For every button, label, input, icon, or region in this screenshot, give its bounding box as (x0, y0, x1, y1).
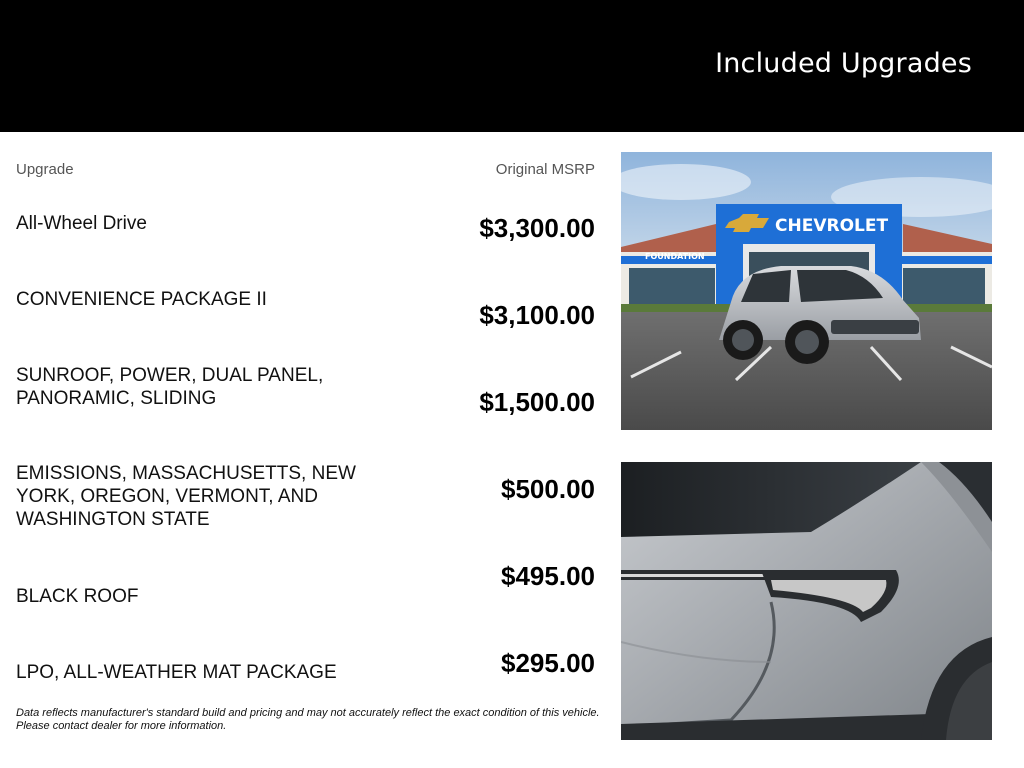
page-header (0, 0, 1024, 132)
dealer-sign: FOUNDATION (645, 252, 705, 261)
upgrade-price: $295.00 (501, 648, 595, 678)
upgrade-name: BLACK ROOF (16, 586, 139, 607)
upgrade-price: $500.00 (501, 474, 595, 504)
upgrade-price: $3,100.00 (479, 300, 595, 330)
upgrade-name: All-Wheel Drive (16, 213, 147, 234)
msrp-column-header: Original MSRP (495, 161, 595, 178)
upgrade-name: LPO, ALL-WEATHER MAT PACKAGE (16, 662, 337, 683)
dealership-photo (621, 152, 992, 430)
upgrade-name: CONVENIENCE PACKAGE II (16, 289, 267, 310)
upgrade-price: $3,300.00 (479, 213, 595, 243)
upgrade-name: EMISSIONS, MASSACHUSETTS, NEW YORK, OREGON, VERMONT, AND WASHINGTON STATE (16, 463, 356, 530)
upgrade-price: $495.00 (501, 561, 595, 591)
tail-light-photo (621, 462, 992, 740)
upgrade-name: SUNROOF, POWER, DUAL PANEL, PANORAMIC, SLIDING (16, 365, 324, 409)
upgrade-column-header: Upgrade (16, 161, 74, 178)
page-title: Included Upgrades (715, 48, 972, 79)
upgrade-price: $1,500.00 (479, 387, 595, 417)
disclaimer-text: Data reflects manufacturer's standard build and pricing and may not accurately reflect the exact condition of this vehicle. Please contact dealer for more information. (16, 707, 600, 732)
chevrolet-sign: CHEVROLET (775, 216, 889, 236)
